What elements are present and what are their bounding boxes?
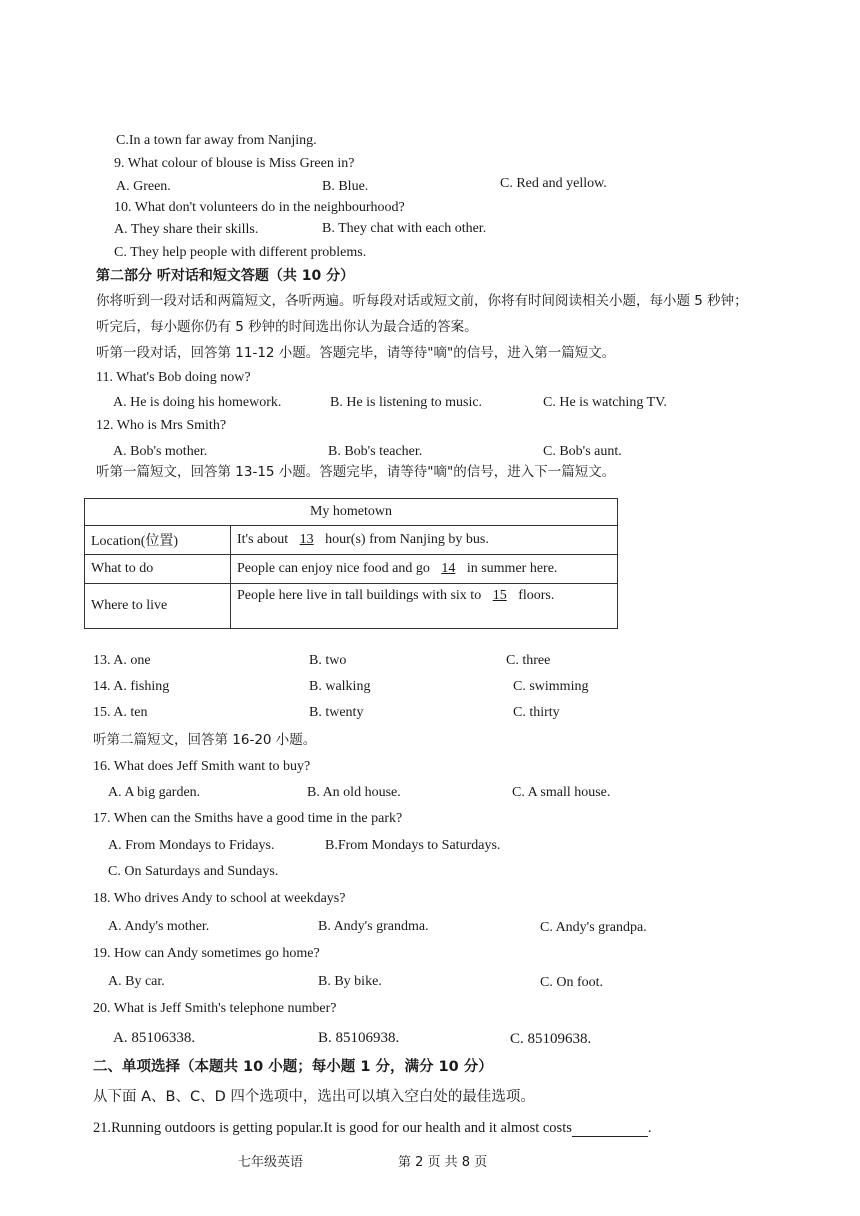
q10-option-c: C. They help people with different problems. [114, 245, 367, 260]
part2-instruction-1: 你将听到一段对话和两篇短文，各听两遍。听每段对话或短文前，你将有时间阅读相关小题，每小题 5 秒钟； [96, 293, 748, 309]
q19-option-b: B. By bike. [318, 974, 382, 989]
section2-instruction: 从下面 A、B、C、D 四个选项中，选出可以填入空白处的最佳选项。 [93, 1089, 535, 1105]
table-row [85, 526, 618, 555]
part2-instruction-2: 听完后，每小题你仍有 5 秒钟的时间选出你认为最合适的答案。 [96, 319, 478, 335]
q19-option-c: C. On foot. [540, 975, 603, 990]
q15-option-a: 15. A. ten [93, 705, 148, 720]
q10-stem: 10. What don't volunteers do in the neighbourhood? [114, 200, 405, 215]
q8-option-c: C.In a town far away from Nanjing. [116, 133, 317, 148]
q16-option-a: A. A big garden. [108, 785, 201, 800]
q16-option-b: B. An old house. [307, 785, 401, 800]
q21-stem: 21.Running outdoors is getting popular.It is good for our health and it almost costs . [93, 1120, 652, 1136]
q12-option-c: C. Bob's aunt. [543, 444, 622, 459]
table-row [85, 584, 618, 629]
passage2-note: 听第二篇短文，回答第 16-20 小题。 [93, 732, 317, 748]
q16-option-c: C. A small house. [512, 785, 611, 800]
footer-subject: 七年级英语 [238, 1155, 304, 1170]
q15-option-c: C. thirty [513, 705, 560, 720]
section2-title: 二、单项选择（本题共 10 小题；每小题 1 分，满分 10 分） [93, 1059, 493, 1075]
q18-option-b: B. Andy's grandma. [318, 919, 429, 934]
blank-13: 13 [299, 532, 314, 547]
q13-option-a: 13. A. one [93, 653, 151, 668]
row-content-what-to-do: People can enjoy nice food and go 14 in summer here. [231, 555, 618, 584]
q9-option-b: B. Blue. [322, 179, 369, 194]
footer-page-number: 第 2 页 共 8 页 [398, 1155, 488, 1170]
q16-stem: 16. What does Jeff Smith want to buy? [93, 759, 311, 774]
blank-14: 14 [441, 561, 456, 576]
q18-option-c: C. Andy's grandpa. [540, 920, 647, 935]
q14-option-a: 14. A. fishing [93, 679, 170, 694]
q13-option-b: B. two [309, 653, 347, 668]
q14-option-b: B. walking [309, 679, 371, 694]
passage1-note: 听第一篇短文，回答第 13-15 小题。答题完毕，请等待"嘀"的信号，进入下一篇短文。 [96, 464, 616, 480]
q14-option-c: C. swimming [513, 679, 589, 694]
q20-option-a: A. 85106338. [113, 1030, 196, 1046]
q11-stem: 11. What's Bob doing now? [96, 370, 251, 385]
q21-blank[interactable] [572, 1122, 648, 1137]
q9-option-a: A. Green. [116, 179, 171, 194]
q17-option-b: B.From Mondays to Saturdays. [325, 838, 501, 853]
q11-option-b: B. He is listening to music. [330, 395, 483, 410]
q19-stem: 19. How can Andy sometimes go home? [93, 946, 320, 961]
table-title: My hometown [85, 499, 618, 526]
q11-option-a: A. He is doing his homework. [113, 395, 282, 410]
part2-title: 第二部分 听对话和短文答题（共 10 分） [96, 268, 355, 284]
q13-option-c: C. three [506, 653, 551, 668]
q17-option-c: C. On Saturdays and Sundays. [108, 864, 279, 879]
q15-option-b: B. twenty [309, 705, 364, 720]
q18-stem: 18. Who drives Andy to school at weekdays? [93, 891, 346, 906]
q12-stem: 12. Who is Mrs Smith? [96, 418, 227, 433]
q18-option-a: A. Andy's mother. [108, 919, 210, 934]
row-content-where-to-live: People here live in tall buildings with six to 15 floors. [231, 584, 618, 629]
q10-option-b: B. They chat with each other. [322, 221, 487, 236]
q10-option-a: A. They share their skills. [114, 222, 259, 237]
q12-option-b: B. Bob's teacher. [328, 444, 423, 459]
q17-option-a: A. From Mondays to Fridays. [108, 838, 275, 853]
row-label-where-to-live: Where to live [85, 584, 231, 629]
table-row [85, 555, 618, 584]
row-content-location: It's about 13 hour(s) from Nanjing by bus. [231, 526, 618, 555]
dialog-note: 听第一段对话，回答第 11-12 小题。答题完毕，请等待"嘀"的信号，进入第一篇短文。 [96, 345, 616, 361]
q20-option-b: B. 85106938. [318, 1030, 400, 1046]
q19-option-a: A. By car. [108, 974, 165, 989]
row-label-location: Location(位置) [85, 526, 231, 555]
q9-stem: 9. What colour of blouse is Miss Green in? [114, 156, 355, 171]
hometown-table [84, 498, 618, 629]
q12-option-a: A. Bob's mother. [113, 444, 208, 459]
q20-option-c: C. 85109638. [510, 1031, 592, 1047]
row-label-what-to-do: What to do [85, 555, 231, 584]
q20-stem: 20. What is Jeff Smith's telephone number? [93, 1001, 337, 1016]
q17-stem: 17. When can the Smiths have a good time in the park? [93, 811, 403, 826]
q11-option-c: C. He is watching TV. [543, 395, 667, 410]
q9-option-c: C. Red and yellow. [500, 176, 607, 191]
blank-15: 15 [492, 588, 507, 603]
